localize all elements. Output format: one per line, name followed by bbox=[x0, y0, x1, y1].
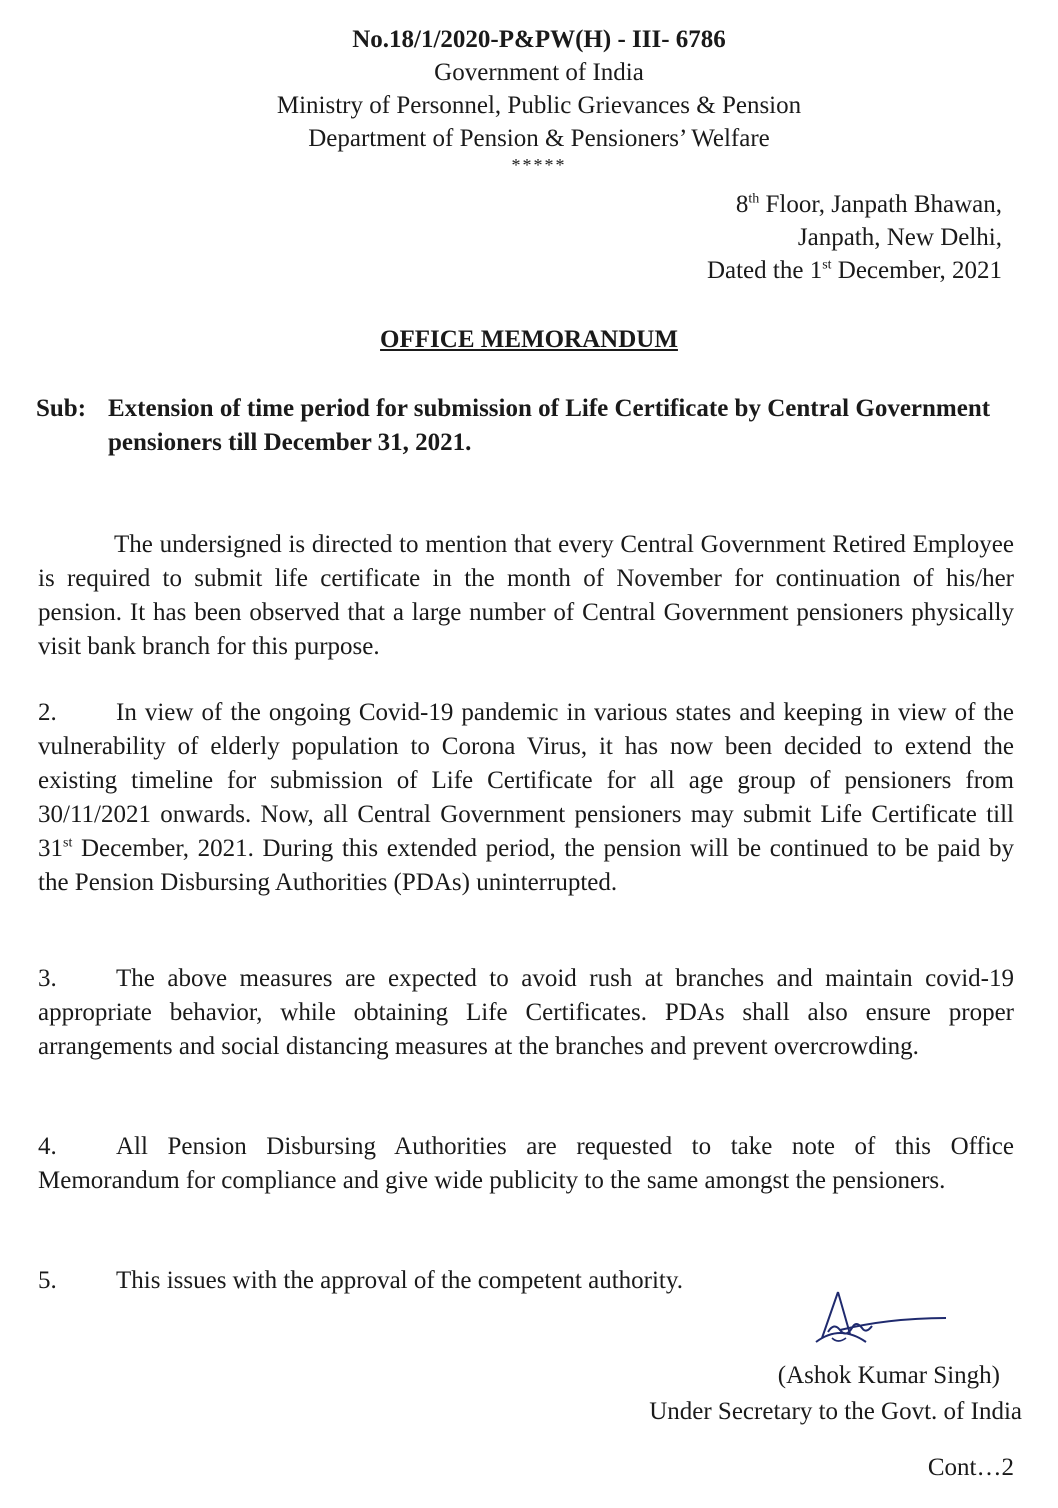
signatory-name: (Ashok Kumar Singh) bbox=[777, 1362, 1000, 1389]
signatory-block bbox=[649, 1358, 1022, 1430]
department-name: Department of Pension & Pensioners’ Welfare bbox=[308, 125, 770, 152]
address-floor: 8th Floor, Janpath Bhawan, bbox=[735, 191, 1002, 218]
address-city: Janpath, New Delhi, bbox=[797, 224, 1002, 251]
subject-label: Sub: bbox=[36, 395, 87, 422]
paragraph-5: 5. This issues with the approval of the competent authority. bbox=[38, 1264, 1014, 1298]
office-address bbox=[707, 188, 1002, 287]
paragraph-number: 3. bbox=[38, 965, 57, 992]
separator-stars: ***** bbox=[511, 155, 567, 175]
subject-text: Extension of time period for submission of Life Certificate by Central Government pensioners till December 31, 2021. bbox=[108, 395, 991, 456]
paragraph-3: 3. The above measures are expected to avoid rush at branches and maintain covid-19 appropriate behavior, while obtaining Life Certificates. PDAs shall also ensure proper arrangements and social distancing measures at the branches and prevent overcrowding. bbox=[38, 962, 1014, 1064]
document-date: Dated the 1st December, 2021 bbox=[706, 257, 1002, 284]
signatory-designation: Under Secretary to the Govt. of India bbox=[649, 1398, 1022, 1425]
handwritten-signature bbox=[810, 1288, 950, 1366]
continuation-marker: Cont…2 bbox=[927, 1454, 1014, 1481]
paragraph-1: The undersigned is directed to mention that every Central Government Retired Employee is required to submit life certificate in the month of November for continuation of his/her pension. It has been observed that a large number of Central Government pensioners physically visit bank branch for this purpose. bbox=[38, 531, 1014, 660]
document-title: OFFICE MEMORANDUM bbox=[380, 326, 678, 353]
ministry-name: Ministry of Personnel, Public Grievances & Pension bbox=[276, 92, 802, 119]
paragraph-number: 2. bbox=[38, 699, 57, 726]
reference-number: No.18/1/2020-P&PW(H) - III- 6786 bbox=[352, 26, 726, 53]
letterhead bbox=[0, 24, 1058, 175]
paragraph-number: 4. bbox=[38, 1133, 57, 1160]
subject-line bbox=[36, 392, 1016, 460]
government-name: Government of India bbox=[434, 59, 644, 86]
paragraph-number: 5. bbox=[38, 1267, 57, 1294]
paragraph-2: 2. In view of the ongoing Covid-19 pandemic in various states and keeping in view of the vulnerability of elderly population to Corona Virus, it has now been decided to extend the existing timeline for submission of Life Certificate for all age group of pensioners from 30/11/2021 onwards. Now, all Central Government pensioners may submit Life Certificate till 31st December, 2021. During this extended period, the pension will be continued to be paid by the Pension Disbursing Authorities (PDAs) uninterrupted. bbox=[38, 696, 1014, 900]
paragraph-4: 4. All Pension Disbursing Authorities are requested to take note of this Office Memorandum for compliance and give wide publicity to the same amongst the pensioners. bbox=[38, 1130, 1014, 1198]
